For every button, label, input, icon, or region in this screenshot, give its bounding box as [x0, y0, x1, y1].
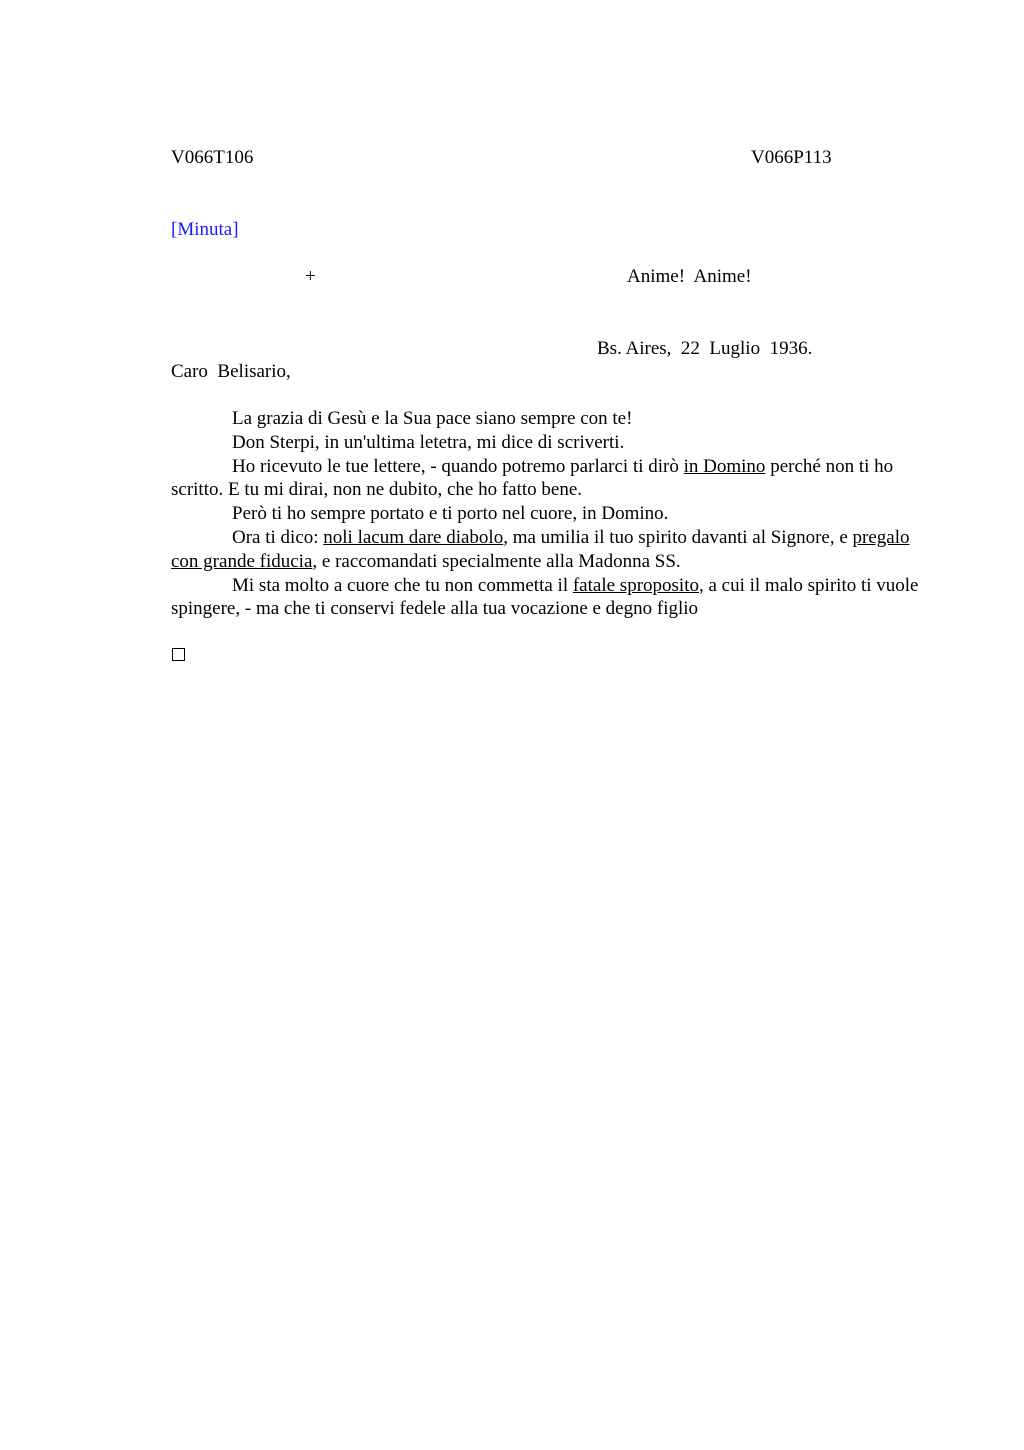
- paragraph-5-text-b: , ma umilia il tuo spirito davanti al Signore, e: [503, 526, 853, 548]
- paragraph-3-text-b: perché non ti ho scritto. E tu mi dirai, non ne dubito, che ho fatto bene.: [171, 455, 894, 501]
- document-code-left: V066T106: [171, 147, 254, 168]
- document-code-right: V066P113: [751, 147, 832, 168]
- salutation: Caro Belisario,: [171, 361, 291, 382]
- letter-body: [171, 407, 931, 621]
- paragraph-4: Però ti ho sempre portato e ti porto nel cuore, in Domino.: [232, 503, 669, 525]
- underlined-in-domino: in Domino: [683, 455, 766, 477]
- cross-symbol: +: [305, 266, 316, 287]
- paragraph-6: [171, 574, 931, 622]
- place-date: Bs. Aires, 22 Luglio 1936.: [597, 338, 813, 359]
- empty-box-icon: [172, 648, 185, 661]
- paragraph-3-text-a: Ho ricevuto le tue lettere, - quando potremo parlarci ti dirò: [232, 455, 684, 477]
- minuta-label: [Minuta]: [171, 219, 239, 240]
- paragraph-6-text-a: Mi sta molto a cuore che tu non commetta il: [232, 574, 573, 596]
- paragraph-1: La grazia di Gesù e la Sua pace siano sempre con te!: [232, 408, 633, 429]
- underlined-noli-lacum: noli lacum dare diabolo: [323, 526, 504, 548]
- paragraph-3: [171, 455, 931, 503]
- paragraph-2: Don Sterpi, in un'ultima letetra, mi dice di scriverti.: [232, 431, 625, 453]
- paragraph-5-text-a: Ora ti dico:: [232, 526, 324, 548]
- paragraph-5: [171, 526, 931, 574]
- underlined-pregalo: pregalo con grande fiducia: [171, 526, 910, 572]
- underlined-fatale-sproposito: fatale sproposito: [572, 574, 699, 596]
- motto: Anime! Anime!: [627, 266, 752, 287]
- paragraph-6-text-b: , a cui il malo spirito ti vuole spingere, - ma che ti conservi fedele alla tua vocazione e degno figlio: [171, 574, 919, 620]
- paragraph-5-text-c: , e raccomandati specialmente alla Madonna SS.: [312, 550, 681, 572]
